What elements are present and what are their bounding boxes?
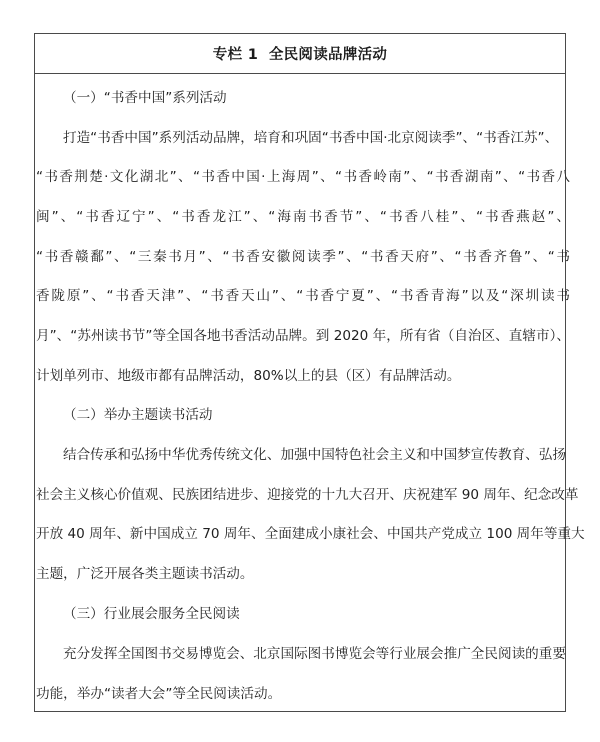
- section-heading-2: （二）举办主题读书活动: [63, 407, 213, 423]
- section-3-line-1: 充分发挥全国图书交易博览会、北京国际图书博览会等行业展会推广全民阅读的重要: [63, 646, 566, 662]
- section-2-line-2: 社会主义核心价值观、民族团结进步、迎接党的十九大召开、庆祝建军 90 周年、纪念改革: [36, 487, 579, 503]
- section-heading-1: （一）“书香中国”系列活动: [63, 90, 227, 106]
- section-1-line-6: 月”、“苏州读书节”等全国各地书香活动品牌。到 2020 年，所有省（自治区、直辖市）、: [36, 328, 570, 344]
- section-1-line-5: 香陇原”、“书香天津”、“书香天山”、“书香宁夏”、“书香青海”以及“深圳读书: [36, 288, 570, 304]
- section-1-line-1: 打造“书香中国”系列活动品牌，培育和巩固“书香中国·北京阅读季”、“书香江苏”、: [63, 130, 559, 146]
- box-title: 专栏 1 全民阅读品牌活动: [212, 47, 388, 63]
- section-1-line-2: “书香荆楚·文化湖北”、“书香中国·上海周”、“书香岭南”、“书香湖南”、“书香八: [36, 169, 570, 185]
- section-1-line-7: 计划单列市、地级市都有品牌活动，80%以上的县（区）有品牌活动。: [36, 368, 461, 384]
- title-row: [35, 34, 565, 74]
- section-2-line-3: 开放 40 周年、新中国成立 70 周年、全面建成小康社会、中国共产党成立 100 周年等重大: [36, 526, 585, 542]
- section-heading-3: （三）行业展会服务全民阅读: [63, 606, 240, 622]
- section-2-line-4: 主题，广泛开展各类主题读书活动。: [36, 566, 254, 582]
- section-3-line-2: 功能，举办“读者大会”等全民阅读活动。: [36, 686, 282, 702]
- section-1-line-4: “书香赣鄱”、“三秦书月”、“书香安徽阅读季”、“书香天府”、“书香齐鲁”、“书: [36, 249, 570, 265]
- section-1-line-3: 闽”、“书香辽宁”、“书香龙江”、“海南书香节”、“书香八桂”、“书香燕赵”、: [36, 209, 570, 225]
- section-2-line-1: 结合传承和弘扬中华优秀传统文化、加强中国特色社会主义和中国梦宣传教育、弘扬: [63, 447, 566, 463]
- feature-box: [34, 33, 585, 712]
